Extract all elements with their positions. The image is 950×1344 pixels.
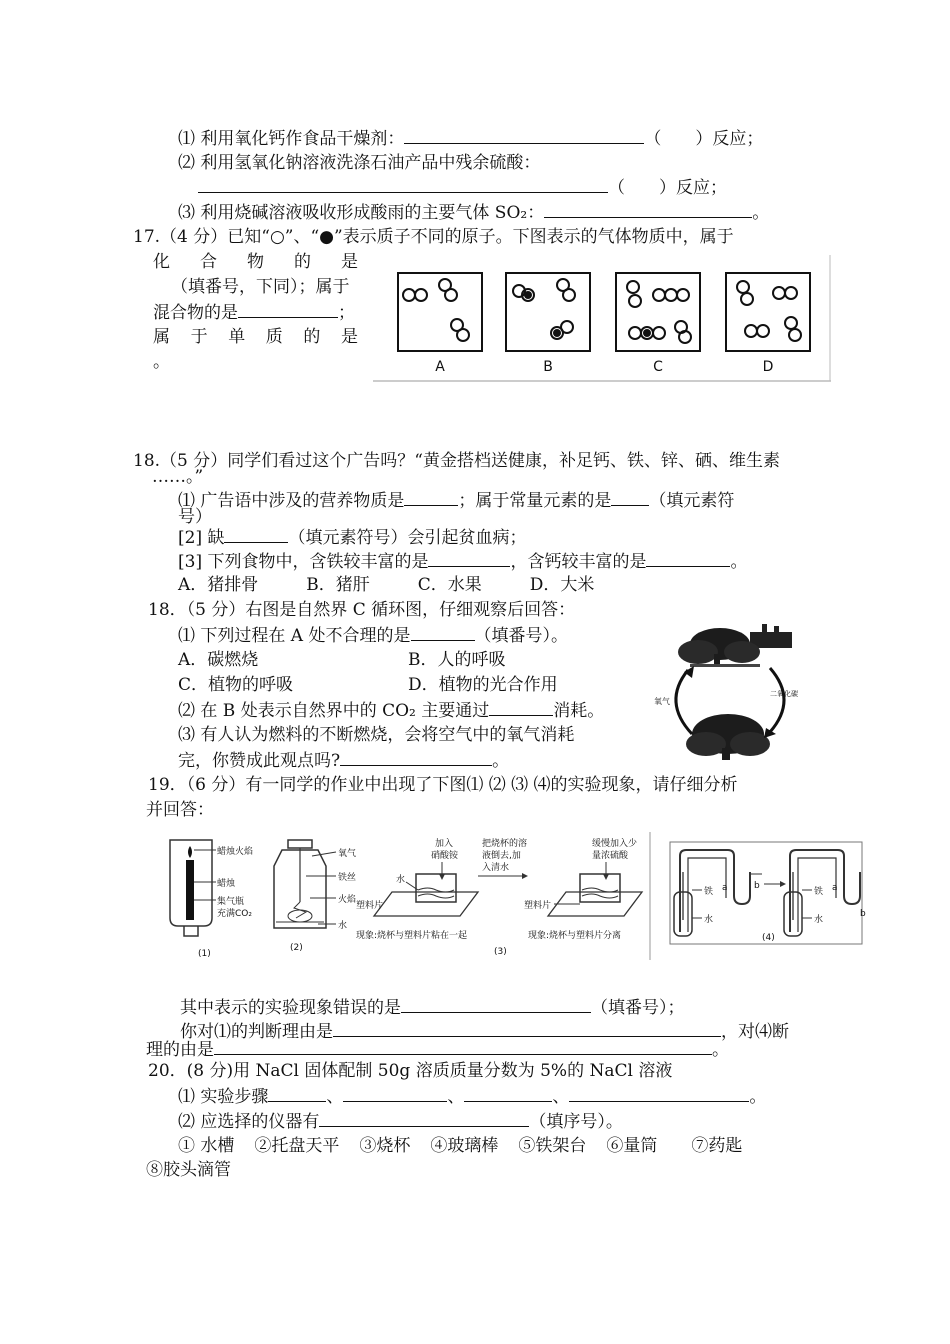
svg-text:铁: 铁 [704,887,714,897]
svg-text:加入: 加入 [435,839,454,849]
svg-text:b: b [860,909,866,919]
q18a-stem-cont: ……。” [152,467,204,487]
q18b-item1: ⑴ 下列过程在 A 处不合理的是 （填番号）。 [178,626,568,646]
box-label-b: B [543,359,553,375]
answer-blank[interactable] [489,699,553,716]
cycle-arrow-left [676,670,692,734]
svg-text:现象:烧杯与塑料片粘在一起: 现象:烧杯与塑料片粘在一起 [356,931,468,941]
q17-line1: 化 合 物 的 是 [153,252,358,272]
answer-blank[interactable] [319,1110,529,1127]
svg-text:把烧杯的溶: 把烧杯的溶 [482,839,528,849]
svg-text:塑料片: 塑料片 [524,901,552,911]
answer-blank[interactable] [340,749,492,766]
svg-text:(1): (1) [198,949,211,959]
tree-bottom-icon [686,714,770,760]
svg-text:b: b [754,881,760,891]
q16-item2-answer: （ ）反应； [198,176,727,199]
svg-text:量浓硫酸: 量浓硫酸 [592,851,629,861]
carbon-cycle-figure [650,622,805,767]
q19-answer2: 你对⑴的判断理由是 ，对⑷断 [180,1022,789,1042]
answer-blank[interactable] [214,1038,712,1055]
box-label-d: D [762,359,774,375]
box-d [726,273,810,351]
fig4-u-tube [670,842,866,944]
answer-blank[interactable] [404,127,644,144]
q18b-item3-cont: 完，你赞成此观点吗? 。 [178,751,510,771]
answer-blank[interactable] [569,1085,749,1102]
answer-blank[interactable] [428,550,510,567]
q18a-item1: ⑴ 广告语中涉及的营养物质是 ；属于常量元素的是 （填元素符 [178,491,735,511]
q18a-item3: [3] 下列食物中，含铁较丰富的是 ，含钙较丰富的是 。 [178,552,748,572]
dark-atom [643,329,651,337]
svg-text:塑料片: 塑料片 [356,901,384,911]
molecule-figure [373,255,833,385]
experiment-figures [160,832,868,962]
svg-text:硝酸铵: 硝酸铵 [431,851,459,861]
answer-blank[interactable] [268,1085,326,1102]
answer-blank[interactable] [544,201,752,218]
factory-icon [750,624,792,648]
answer-blank[interactable] [464,1085,552,1102]
svg-text:铁丝: 铁丝 [338,873,357,883]
answer-blank[interactable] [333,1020,721,1037]
q18a-item2: [2] 缺 （填元素符号）会引起贫血病； [178,528,527,548]
q18a-stem: 18.（5 分）同学们看过这个广告吗？“黄金搭档送健康，补足钙、铁、锌、硒、维生素 [133,451,780,471]
answer-blank[interactable] [224,526,288,543]
q16-item2: ⑵ 利用氢氧化钠溶液洗涤石油产品中残余硫酸： [178,153,541,173]
cycle-arrow-right [770,668,784,732]
svg-text:氧气: 氧气 [338,849,357,859]
svg-text:(2): (2) [290,943,303,953]
svg-text:液倒去,加: 液倒去,加 [482,851,521,861]
svg-text:集气瓶: 集气瓶 [217,897,245,907]
q19-answer1: 其中表示的实验现象错误的是 （填番号）； [180,998,685,1018]
svg-text:水: 水 [814,915,824,925]
svg-text:水: 水 [338,921,348,931]
q17-stem: 17.（4 分）已知“○”、“●”表示质子不同的原子。下图表示的气体物质中，属于 [133,227,734,247]
svg-text:a: a [832,883,838,893]
tree-top-icon [678,628,760,667]
svg-text:a: a [722,883,728,893]
box-label-a: A [435,359,445,375]
q20-item1: ⑴ 实验步骤 、 、 、 。 [178,1087,767,1107]
svg-text:水: 水 [396,875,406,885]
svg-text:入清水: 入清水 [482,863,510,873]
co2-label: 二氧化碳 [770,690,798,698]
dark-atom [524,291,532,299]
q20-item2: ⑵ 应选择的仪器有 （填序号）。 [178,1112,623,1132]
q17-line5: 。 [153,352,170,372]
q16-item3: ⑶ 利用烧碱溶液吸收形成酸雨的主要气体 SO₂： 。 [178,203,770,223]
dark-atom [553,329,561,337]
q19-stem: 19．（6 分）有一同学的作业中出现了下图⑴ ⑵ ⑶ ⑷的实验现象，请仔细分析 [148,775,738,795]
q19-answer3: 理的由是 。 [146,1040,729,1060]
q18b-item3: ⑶ 有人认为燃料的不断燃烧，会将空气中的氧气消耗 [178,725,575,745]
fig1-candle-bottle [170,840,253,959]
q18a-item1-cont: 号） [178,507,212,527]
svg-text:蜡烛: 蜡烛 [217,879,236,889]
oxygen-label: 氧气 [654,697,670,706]
svg-text:蜡烛火焰: 蜡烛火焰 [217,847,254,857]
answer-blank[interactable] [611,489,649,506]
q18b-opt-d: D．植物的光合作用 [408,675,558,695]
q18b-item2: ⑵ 在 B 处表示自然界中的 CO₂ 主要通过 消耗。 [178,701,605,721]
svg-text:铁: 铁 [814,887,824,897]
q19-stem-cont: 并回答： [146,800,214,820]
svg-text:(4): (4) [762,933,775,943]
q17-line2: （填番号，下同）；属于 [171,277,350,297]
answer-blank[interactable] [343,1085,447,1102]
answer-blank[interactable] [401,996,591,1013]
answer-blank[interactable] [404,489,458,506]
q20-instruments: ① 水槽 ②托盘天平 ③烧杯 ④玻璃棒 ⑤铁架台 ⑥量筒 ⑦药匙 [178,1136,743,1156]
answer-blank[interactable] [411,624,475,641]
svg-text:(3): (3) [494,947,507,957]
q20-instrument8: ⑧胶头滴管 [146,1160,231,1180]
q18b-stem: 18．（5 分）右图是自然界 C 循环图，仔细观察后回答： [148,600,576,620]
q20-stem: 20．(8 分)用 NaCl 固体配制 50g 溶质质量分数为 5%的 NaCl 溶液 [148,1061,673,1081]
svg-text:缓慢加入少: 缓慢加入少 [592,839,638,849]
q18a-options: A．猪排骨 B．猪肝 C．水果 D．大米 [178,575,595,595]
q18b-opt-c: C．植物的呼吸 [178,675,294,695]
answer-blank[interactable] [198,176,608,193]
answer-blank[interactable] [646,550,730,567]
fig3-beaker-plate [356,832,650,960]
arrowhead [764,728,776,738]
q17-line3: 混合物的是 ； [153,303,355,323]
svg-text:水: 水 [704,915,714,925]
svg-text:现象:烧杯与塑料片分离: 现象:烧杯与塑料片分离 [528,931,622,941]
q17-line4: 属 于 单 质 的 是 [153,327,358,347]
q16-item1: ⑴ 利用氧化钙作食品干燥剂： （ ）反应； [178,129,764,149]
answer-blank[interactable] [238,301,338,318]
box-label-c: C [653,359,663,375]
arrowhead [684,666,694,678]
svg-text:充满CO₂: 充满CO₂ [217,909,252,919]
svg-text:火焰: 火焰 [338,895,357,905]
fig2-iron-wire [274,840,356,953]
q18b-opt-a: A．碳燃烧 [178,650,259,670]
q18b-opt-b: B．人的呼吸 [408,650,506,670]
